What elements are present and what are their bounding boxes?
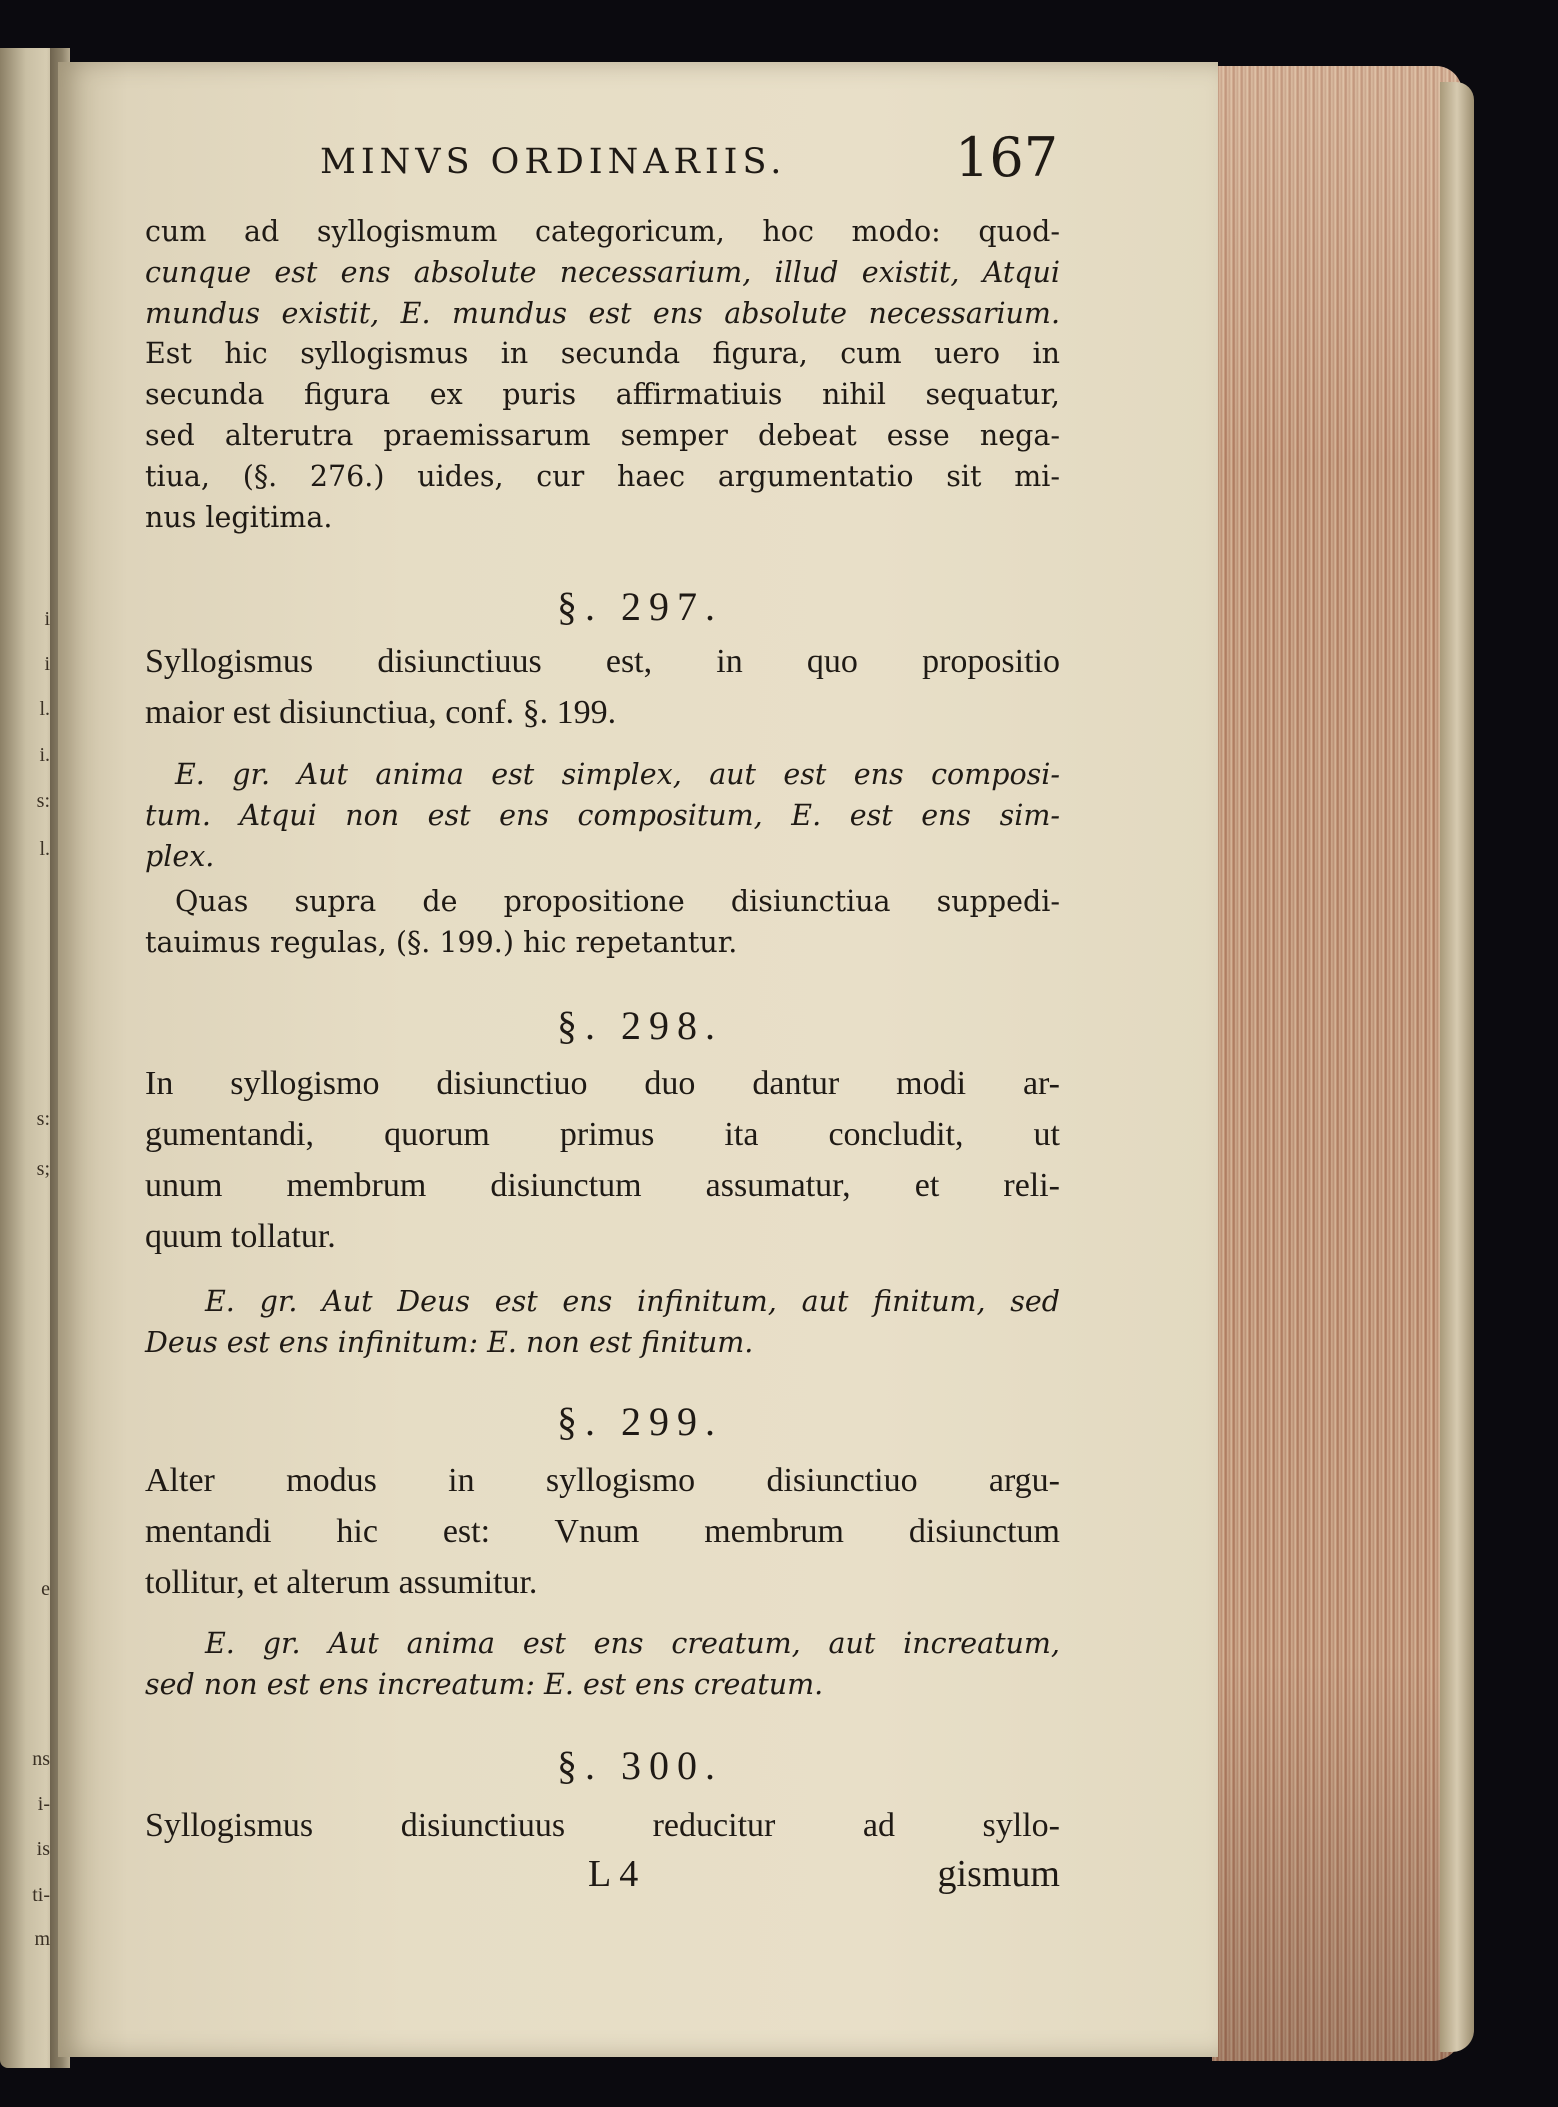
text-line: Alter modus in syllogismo disiunctiuo argu- <box>145 1462 1060 1499</box>
text-line: maior est disiunctiua, conf. §. 199. <box>145 694 617 731</box>
section-298-body <box>145 1058 1060 1262</box>
fragment: i <box>44 608 50 630</box>
fragment: l. <box>39 698 50 720</box>
text-line: Quas supra de propositione disiunctiua suppedi- <box>175 885 1060 918</box>
fragment: i <box>44 653 50 675</box>
text-line: In syllogismo disiunctiuo duo dantur modi ar- <box>145 1065 1060 1102</box>
catchword: gismum <box>937 1853 1060 1895</box>
text-line: mundus existit, E. mundus est ens absolute necessarium. <box>145 296 1060 330</box>
fragment: i. <box>39 744 50 766</box>
section-297-note <box>145 882 1060 964</box>
fragment: i- <box>37 1793 50 1815</box>
page-number: 167 <box>955 126 1059 189</box>
section-heading-300: §. 300. <box>557 1743 723 1788</box>
fragment: l. <box>39 838 50 860</box>
fragment: m <box>34 1928 50 1950</box>
fragment: e <box>41 1578 50 1600</box>
fragment: ns <box>32 1748 50 1770</box>
text-line: E. gr. Aut anima est ens creatum, aut increatum, <box>205 1627 1060 1660</box>
fragment: s: <box>36 1108 50 1130</box>
text-line: tiua, (§. 276.) uides, cur haec argumentatio sit mi- <box>145 459 1060 493</box>
signature-mark: L 4 <box>588 1853 639 1895</box>
fragment: s: <box>36 790 50 812</box>
fragment: ti- <box>32 1884 50 1906</box>
text-line: secunda figura ex puris affirmatiuis nihil sequatur, <box>145 378 1060 412</box>
text-line: cunque est ens absolute necessarium, illud existit, Atqui <box>145 255 1060 289</box>
text-line: tauimus regulas, (§. 199.) hic repetantur. <box>145 925 738 959</box>
section-heading-298: §. 298. <box>557 1003 723 1048</box>
text-line: tum. Atqui non est ens compositum, E. est ens sim- <box>145 798 1060 832</box>
text-line: E. gr. Aut anima est simplex, aut est ens composi- <box>175 758 1060 791</box>
section-299-example <box>145 1624 1060 1706</box>
text-line: nus legitima. <box>145 500 333 534</box>
section-298-example <box>145 1282 1060 1364</box>
section-297-example <box>145 755 1060 877</box>
text-line: plex. <box>145 839 215 873</box>
section-heading-297: §. 297. <box>557 584 723 629</box>
section-299-body <box>145 1455 1060 1608</box>
text-line: E. gr. Aut Deus est ens infinitum, aut finitum, sed <box>205 1285 1060 1318</box>
intro-paragraph <box>145 212 1060 538</box>
text-line: Syllogismus disiunctiuus est, in quo propositio <box>145 643 1060 680</box>
text-line: gumentandi, quorum primus ita concludit, ut <box>145 1116 1060 1153</box>
text-line: tollitur, et alterum assumitur. <box>145 1564 538 1601</box>
text-line: Syllogismus disiunctiuus reducitur ad syllo- <box>145 1807 1060 1844</box>
text-line: Est hic syllogismus in secunda figura, cum uero in <box>145 337 1060 371</box>
text-line: mentandi hic est: Vnum membrum disiunctum <box>145 1513 1060 1550</box>
text-line: quum tollatur. <box>145 1218 336 1255</box>
text-line: unum membrum disiunctum assumatur, et reli- <box>145 1167 1060 1204</box>
fragment: s; <box>36 1158 50 1180</box>
section-300-body <box>145 1800 1060 1851</box>
running-title: MINVS ORDINARIIS. <box>320 142 787 182</box>
fragment: is <box>36 1838 50 1860</box>
text-line: sed alterutra praemissarum semper debeat esse nega- <box>145 418 1060 452</box>
section-heading-299: §. 299. <box>557 1399 723 1444</box>
text-line: sed non est ens increatum: E. est ens creatum. <box>145 1667 824 1701</box>
section-297-definition <box>145 636 1060 738</box>
text-line: Deus est ens infinitum: E. non est finitum. <box>145 1325 754 1359</box>
text-line: cum ad syllogismum categoricum, hoc modo: quod- <box>145 215 1060 248</box>
